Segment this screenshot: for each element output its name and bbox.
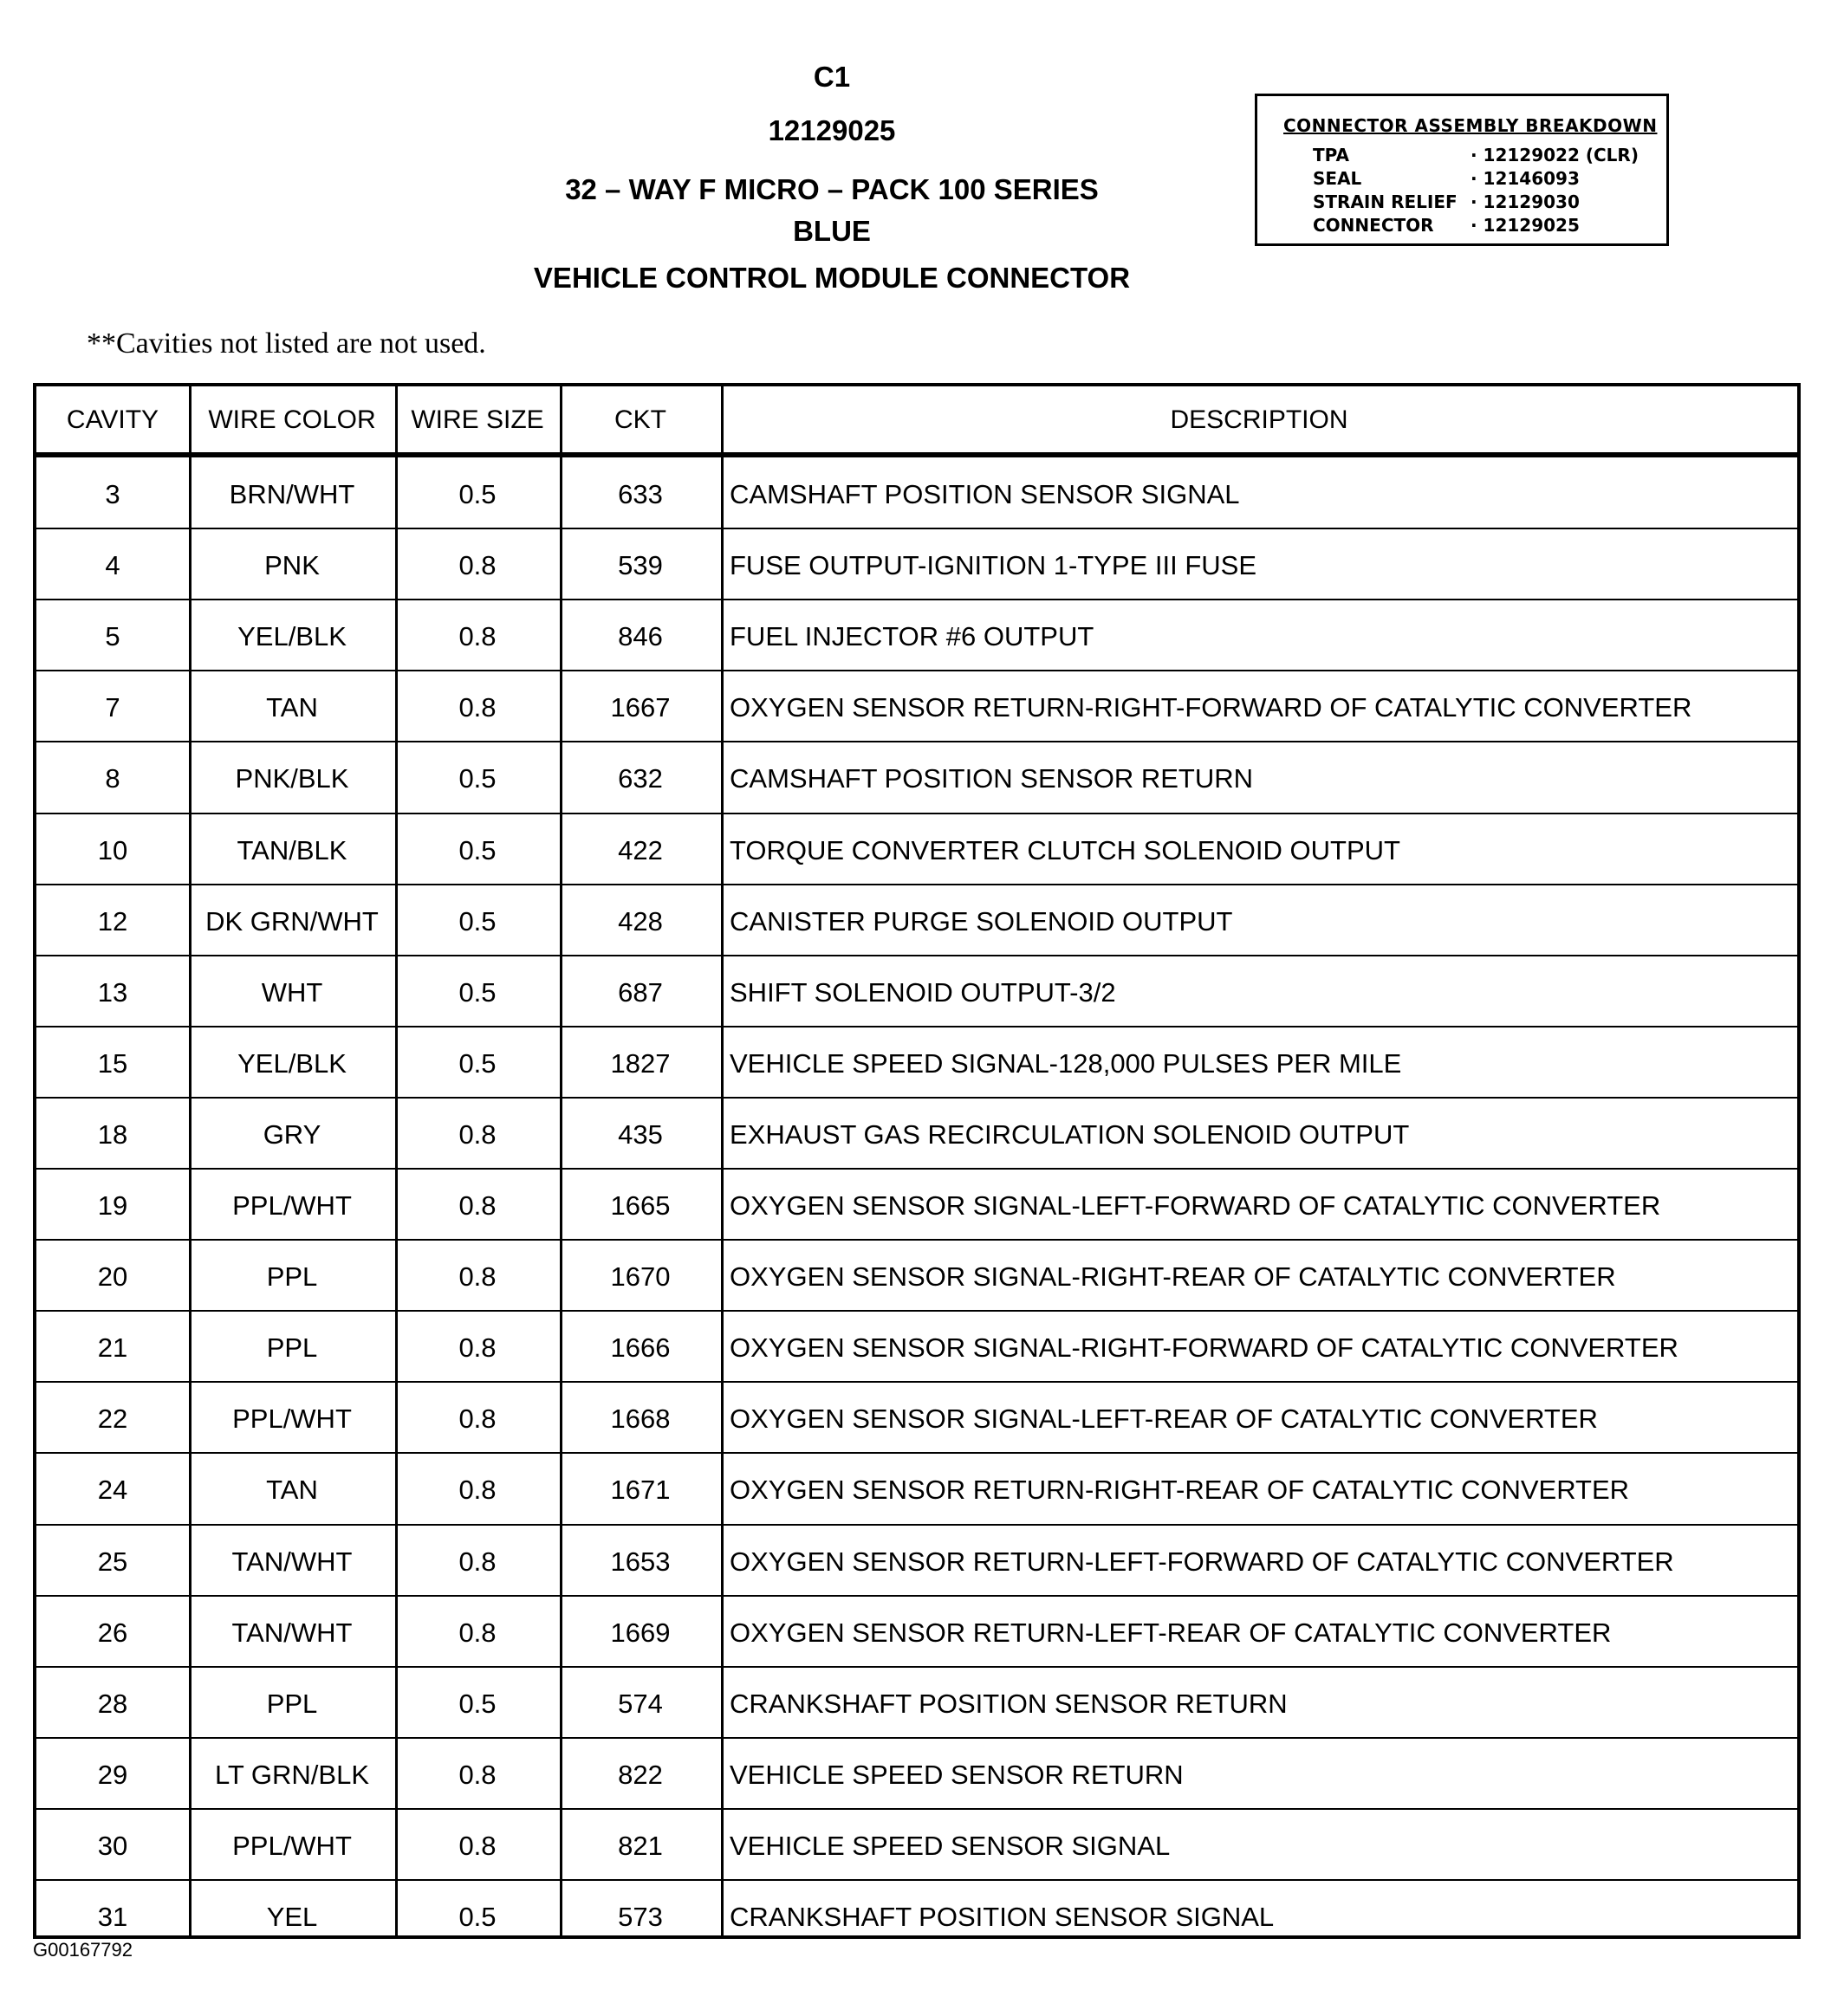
table-row xyxy=(36,956,1797,1027)
wire-color-cell: TAN xyxy=(266,692,318,723)
ckt-cell: 422 xyxy=(618,834,663,865)
wire-color-cell: PPL xyxy=(266,1261,318,1293)
table-row xyxy=(36,528,1797,600)
description-cell: CAMSHAFT POSITION SENSOR RETURN xyxy=(730,763,1253,794)
ckt-cell: 846 xyxy=(618,621,663,652)
description-cell: FUEL INJECTOR #6 OUTPUT xyxy=(730,621,1094,652)
ckt-cell: 539 xyxy=(618,550,663,581)
assembly-item-value: · 12146093 xyxy=(1471,168,1580,189)
description-cell: OXYGEN SENSOR RETURN-LEFT-FORWARD OF CATALYTIC CONVERTER xyxy=(730,1546,1674,1577)
cavity-cell: 22 xyxy=(97,1403,128,1435)
description-cell: OXYGEN SENSOR SIGNAL-LEFT-FORWARD OF CATALYTIC CONVERTER xyxy=(730,1190,1661,1221)
table-row xyxy=(36,1169,1797,1240)
table-row xyxy=(36,1240,1797,1311)
cavity-cell: 28 xyxy=(97,1688,128,1719)
wire-color-cell: TAN/WHT xyxy=(231,1617,353,1648)
cavity-cell: 20 xyxy=(97,1261,128,1293)
cavity-table xyxy=(33,383,1801,1939)
ckt-cell: 633 xyxy=(618,479,663,509)
ckt-header: CKT xyxy=(614,405,666,434)
table-row xyxy=(36,814,1797,885)
table-row xyxy=(36,1453,1797,1524)
cavity-cell: 12 xyxy=(97,905,128,937)
table-row xyxy=(36,885,1797,956)
description-cell: CANISTER PURGE SOLENOID OUTPUT xyxy=(730,905,1233,937)
wire-color-cell: PPL/WHT xyxy=(232,1403,352,1435)
description-cell: SHIFT SOLENOID OUTPUT-3/2 xyxy=(730,976,1116,1008)
ckt-cell: 1669 xyxy=(610,1617,671,1648)
ckt-cell: 821 xyxy=(618,1830,663,1861)
description-cell: EXHAUST GAS RECIRCULATION SOLENOID OUTPUT xyxy=(730,1118,1410,1150)
wire-size-header: WIRE SIZE xyxy=(411,405,544,434)
description-cell: FUSE OUTPUT-IGNITION 1-TYPE III FUSE xyxy=(730,550,1256,581)
assembly-breakdown-heading: CONNECTOR ASSEMBLY BREAKDOWN xyxy=(1283,115,1658,136)
ckt-cell: 822 xyxy=(618,1759,663,1790)
table-row xyxy=(36,1880,1797,1951)
table-row xyxy=(36,600,1797,671)
wire-size-cell: 0.8 xyxy=(458,1475,497,1506)
description-cell: VEHICLE SPEED SENSOR RETURN xyxy=(730,1759,1184,1790)
wire-color-cell: TAN xyxy=(266,1475,318,1506)
connector-name: VEHICLE CONTROL MODULE CONNECTOR xyxy=(533,262,1131,294)
connector-color: BLUE xyxy=(793,215,871,247)
table-row xyxy=(36,1027,1797,1098)
ckt-cell: 1666 xyxy=(610,1332,671,1364)
cavity-cell: 26 xyxy=(97,1617,128,1648)
wire-size-cell: 0.8 xyxy=(458,1759,497,1790)
description-cell: OXYGEN SENSOR SIGNAL-LEFT-REAR OF CATALYTIC CONVERTER xyxy=(730,1403,1598,1435)
connector-id: C1 xyxy=(813,61,851,93)
figure-code: G00167792 xyxy=(33,1939,133,1961)
wire-size-cell: 0.5 xyxy=(458,976,497,1008)
description-cell: TORQUE CONVERTER CLUTCH SOLENOID OUTPUT xyxy=(730,834,1400,865)
cavity-cell: 31 xyxy=(97,1902,128,1932)
cavity-cell: 10 xyxy=(97,834,128,865)
ckt-cell: 428 xyxy=(618,905,663,937)
cavity-cell: 4 xyxy=(105,550,120,581)
description-cell: OXYGEN SENSOR SIGNAL-RIGHT-FORWARD OF CATALYTIC CONVERTER xyxy=(730,1332,1678,1364)
assembly-item-value: · 12129030 xyxy=(1471,191,1580,212)
ckt-cell: 1670 xyxy=(610,1261,671,1293)
description-cell: CRANKSHAFT POSITION SENSOR RETURN xyxy=(730,1688,1288,1719)
cavity-cell: 15 xyxy=(97,1047,128,1079)
wire-size-cell: 0.8 xyxy=(458,1118,497,1150)
wire-color-cell: LT GRN/BLK xyxy=(214,1759,370,1790)
wire-size-cell: 0.8 xyxy=(458,1830,497,1861)
wire-size-cell: 0.5 xyxy=(458,905,497,937)
table-row xyxy=(36,1738,1797,1809)
assembly-item-label: TPA xyxy=(1313,145,1349,165)
wire-size-cell: 0.8 xyxy=(458,692,497,723)
wire-color-cell: PNK/BLK xyxy=(235,763,349,794)
wire-color-cell: GRY xyxy=(263,1118,321,1150)
table-row xyxy=(36,1525,1797,1596)
ckt-cell: 435 xyxy=(618,1118,663,1150)
wire-size-cell: 0.5 xyxy=(458,834,497,865)
wire-size-cell: 0.5 xyxy=(458,1047,497,1079)
wire-size-cell: 0.8 xyxy=(458,550,497,581)
assembly-item-value: · 12129025 xyxy=(1471,215,1580,236)
description-cell: CAMSHAFT POSITION SENSOR SIGNAL xyxy=(730,479,1240,509)
wire-size-cell: 0.5 xyxy=(458,763,497,794)
connector-series: 32 – WAY F MICRO – PACK 100 SERIES xyxy=(565,173,1099,205)
cavity-cell: 3 xyxy=(105,479,120,509)
wire-size-cell: 0.5 xyxy=(458,1688,497,1719)
wire-color-cell: WHT xyxy=(261,976,323,1008)
cavity-cell: 8 xyxy=(105,763,120,794)
unused-cavities-note: **Cavities not listed are not used. xyxy=(87,327,486,360)
assembly-item-label: CONNECTOR xyxy=(1313,215,1434,236)
wire-color-cell: YEL xyxy=(266,1902,318,1932)
description-cell: VEHICLE SPEED SIGNAL-128,000 PULSES PER MILE xyxy=(730,1047,1402,1079)
cavity-cell: 25 xyxy=(97,1546,128,1577)
description-cell: OXYGEN SENSOR SIGNAL-RIGHT-REAR OF CATALYTIC CONVERTER xyxy=(730,1261,1616,1293)
wire-color-cell: YEL/BLK xyxy=(237,621,347,652)
table-row xyxy=(36,742,1797,813)
table-row xyxy=(36,1311,1797,1382)
cavity-cell: 30 xyxy=(97,1830,128,1861)
table-row xyxy=(36,457,1797,528)
cavity-header: CAVITY xyxy=(66,405,159,434)
cavity-cell: 18 xyxy=(97,1118,128,1150)
cavity-cell: 13 xyxy=(97,976,128,1008)
table-row xyxy=(36,1382,1797,1453)
wire-color-cell: TAN/BLK xyxy=(237,834,347,865)
wire-size-cell: 0.5 xyxy=(458,1902,497,1932)
wire-color-cell: TAN/WHT xyxy=(231,1546,353,1577)
ckt-cell: 687 xyxy=(618,976,663,1008)
cavity-cell: 19 xyxy=(97,1190,128,1221)
ckt-cell: 1671 xyxy=(610,1475,671,1506)
wire-size-cell: 0.8 xyxy=(458,1617,497,1648)
ckt-cell: 1665 xyxy=(610,1190,671,1221)
wire-color-header: WIRE COLOR xyxy=(208,405,376,434)
wire-color-cell: PNK xyxy=(264,550,320,581)
table-row xyxy=(36,1809,1797,1880)
ckt-cell: 1827 xyxy=(610,1047,671,1079)
wire-color-cell: PPL/WHT xyxy=(232,1190,352,1221)
table-row xyxy=(36,1667,1797,1738)
wire-size-cell: 0.8 xyxy=(458,1403,497,1435)
description-cell: OXYGEN SENSOR RETURN-RIGHT-REAR OF CATALYTIC CONVERTER xyxy=(730,1475,1630,1506)
wire-color-cell: PPL xyxy=(266,1688,318,1719)
ckt-cell: 574 xyxy=(618,1688,663,1719)
wire-color-cell: DK GRN/WHT xyxy=(205,905,379,937)
cavity-cell: 21 xyxy=(97,1332,128,1364)
cavity-cell: 5 xyxy=(105,621,120,652)
ckt-cell: 573 xyxy=(618,1902,663,1932)
wire-size-cell: 0.5 xyxy=(458,479,497,509)
wire-size-cell: 0.8 xyxy=(458,621,497,652)
cavity-cell: 24 xyxy=(97,1475,128,1506)
wire-size-cell: 0.8 xyxy=(458,1261,497,1293)
wire-color-cell: YEL/BLK xyxy=(237,1047,347,1079)
ckt-cell: 632 xyxy=(618,763,663,794)
wire-color-cell: PPL xyxy=(266,1332,318,1364)
cavity-cell: 7 xyxy=(105,692,120,723)
assembly-item-value: · 12129022 (CLR) xyxy=(1471,145,1639,165)
description-cell: VEHICLE SPEED SENSOR SIGNAL xyxy=(730,1830,1171,1861)
cavity-cell: 29 xyxy=(97,1759,128,1790)
wire-color-cell: BRN/WHT xyxy=(229,479,355,509)
wire-size-cell: 0.8 xyxy=(458,1546,497,1577)
ckt-cell: 1668 xyxy=(610,1403,671,1435)
table-row xyxy=(36,671,1797,742)
part-number: 12129025 xyxy=(768,114,896,146)
table-row xyxy=(36,1596,1797,1667)
table-row xyxy=(36,1098,1797,1169)
description-cell: OXYGEN SENSOR RETURN-LEFT-REAR OF CATALYTIC CONVERTER xyxy=(730,1617,1612,1648)
ckt-cell: 1653 xyxy=(610,1546,671,1577)
wire-size-cell: 0.8 xyxy=(458,1332,497,1364)
description-header: DESCRIPTION xyxy=(1170,405,1348,434)
assembly-breakdown-box xyxy=(1255,94,1669,246)
wire-size-cell: 0.8 xyxy=(458,1190,497,1221)
assembly-item-label: STRAIN RELIEF xyxy=(1313,191,1458,212)
description-cell: CRANKSHAFT POSITION SENSOR SIGNAL xyxy=(730,1902,1275,1932)
description-cell: OXYGEN SENSOR RETURN-RIGHT-FORWARD OF CATALYTIC CONVERTER xyxy=(730,692,1692,723)
assembly-item-label: SEAL xyxy=(1313,168,1362,189)
wire-color-cell: PPL/WHT xyxy=(232,1830,352,1861)
ckt-cell: 1667 xyxy=(610,692,671,723)
